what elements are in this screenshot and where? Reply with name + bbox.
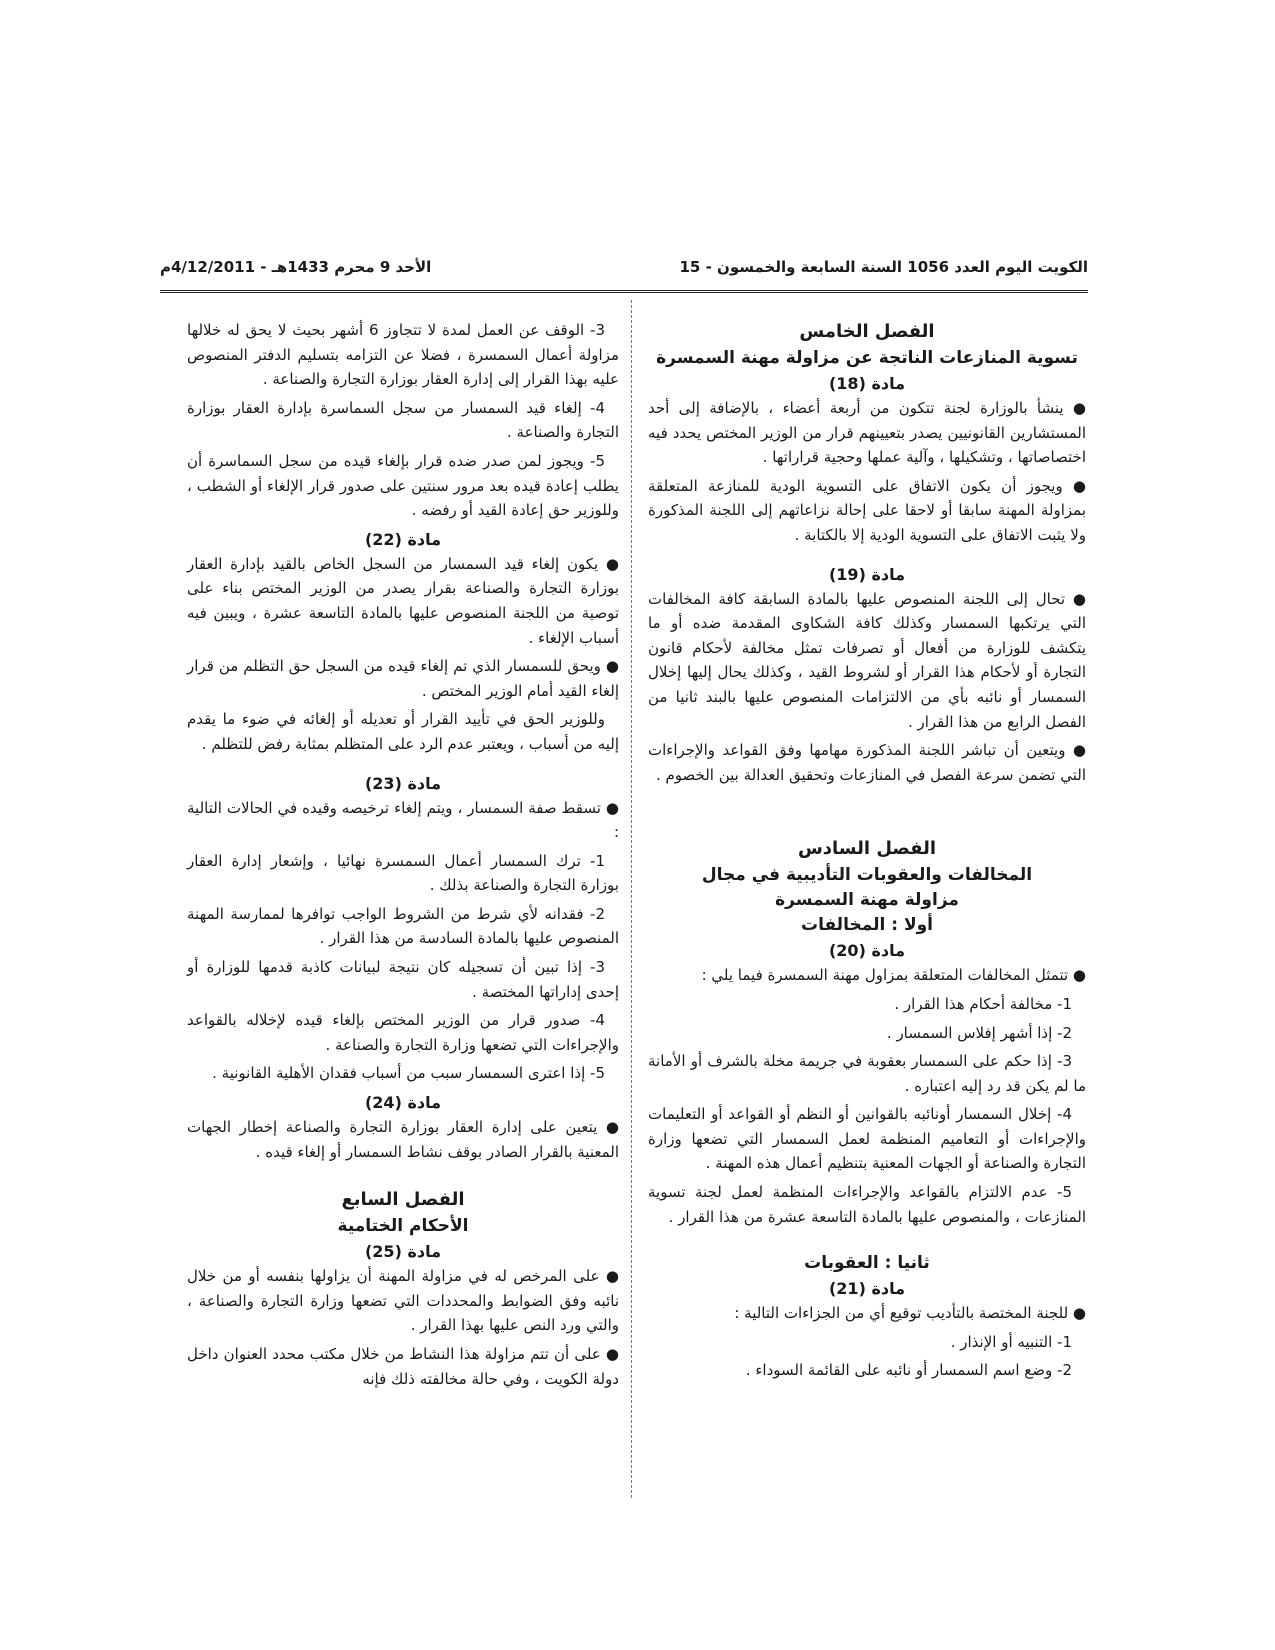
article-20-item-4: 4- إخلال السمسار أونائبه بالقوانين أو النظم أو القواعد أو التعليمات والإجراءات أو التعاميم المنظمة لعمل السمسار التي تضعها وزارة التجارة والصناعة أو الجهات المعنية بتنظيم أعمال هذه المهنة . (648, 1105, 1086, 1173)
article-25-heading: مادة (25) (364, 1242, 442, 1262)
article-19-para-1: ● تحال إلى اللجنة المنصوص عليها بالمادة السابقة كافة المخالفات التي يرتكبها السمسار وكذلك كافة الشكاوى المقدمة ضده أو ما يتكشف للوزارة من أفعال أو تصرفات تمثل مخالفة لأحكام قانون التجارة أو لأحكام هذا القرار أو لشروط القيد ، وكذلك يحال إليها إخلال السمسار أو نائبه بأي من الالتزامات المنصوص عليها بالبند ثانيا من الفصل الرابع من هذا القرار . (648, 589, 1086, 731)
article-21-heading: مادة (21) (828, 1279, 906, 1299)
header-rule (160, 290, 1088, 293)
article-23-item-3: 3- إذا تبين أن تسجيله كان نتيجة لبيانات كاذبة قدمها للوزارة أو إحدى إداراتها المختصة . (187, 958, 619, 1001)
article-22-heading: مادة (22) (364, 529, 442, 549)
article-23-item-1: 1- ترك السمسار أعمال السمسرة نهائيا ، وإشعار إدارة العقار بوزارة التجارة والصناعة بذلك . (187, 851, 619, 895)
article-24-para-1: ● يتعين على إدارة العقار بوزارة التجارة والصناعة إخطار الجهات المعنية بالقرار الصادر بوقف نشاط السمسار أو إلغاء قيده . (187, 1118, 619, 1161)
chapter-6-subtitle-1: المخالفات والعقوبات التأديبية في مجال (701, 865, 1033, 886)
left-column (187, 318, 619, 1395)
article-21-item-4: 4- إلغاء قيد السمسار من سجل السماسرة بإدارة العقار بوزارة التجارة والصناعة . (187, 398, 619, 442)
right-column (648, 318, 1086, 1387)
article-20-item-5: 5- عدم الالتزام بالقواعد والإجراءات المنظمة لعمل لجنة تسوية المنازعات ، والمنصوص عليها بالمادة التاسعة عشرة من هذا القرار . (648, 1183, 1086, 1226)
article-18-para-1: ● ينشأ بالوزارة لجنة تتكون من أربعة أعضاء ، بالإضافة إلى أحد المستشارين القانونيين يصدر بتعيينهم قرار من الوزير المختص يحدد فيه اختصاصاتها ، وتشكيلها ، وآلية عملها وحجية قراراتها . (648, 399, 1086, 467)
article-23-item-4: 4- صدور قرار من الوزير المختص بإلغاء قيده لإخلاله بالقواعد والإجراءات التي تضعها وزارة التجارة والصناعة . (187, 1011, 619, 1054)
article-20-item-3: 3- إذا حكم على السمسار بعقوبة في جريمة مخلة بالشرف أو الأمانة ما لم يكن قد رد إليه اعتباره . (648, 1052, 1086, 1095)
article-23-item-5: 5- إذا اعترى السمسار سبب من أسباب فقدان الأهلية القانونية . (212, 1064, 605, 1083)
article-25-para-1: ● على المرخص له في مزاولة المهنة أن يزاولها بنفسه أو من خلال نائبه وفق الضوابط والمحددات التي تضعها وزارة التجارة والصناعة ، والتي ورد النص عليها بهذا القرار . (187, 1267, 619, 1335)
article-20-heading: مادة (20) (828, 941, 906, 961)
section-penalties-heading: ثانيا : العقوبات (804, 1253, 930, 1274)
chapter-6-title: الفصل السادس (797, 838, 937, 860)
article-22-para-1: ● يكون إلغاء قيد السمسار من السجل الخاص بالقيد بإدارة العقار بوزارة التجارة والصناعة بقرار يصدر من الوزير المختص بناء على توصية من اللجنة المنصوص عليها بالمادة التاسعة عشرة ، ويبين فيه أسباب الإلغاء . (187, 554, 619, 647)
chapter-5-subtitle: تسوية المنازعات الناتجة عن مزاولة مهنة السمسرة (656, 348, 1078, 368)
article-23-heading: مادة (23) (364, 773, 442, 793)
article-19-heading: مادة (19) (828, 564, 906, 584)
article-21-item-2: 2- وضع اسم السمسار أو نائبه على القائمة السوداء . (745, 1361, 1072, 1380)
column-divider (631, 300, 632, 1498)
article-22-para-3: وللوزير الحق في تأييد القرار أو تعديله أو إلغائه في ضوء ما يقدم إليه من أسباب ، ويعتبر عدم الرد على المتظلم بمثابة رفض للتظلم . (187, 710, 619, 753)
article-20-intro: ● تتمثل المخالفات المتعلقة بمزاول مهنة السمسرة فيما يلي : (701, 966, 1086, 985)
article-18-heading: مادة (18) (828, 374, 906, 393)
page-header (160, 254, 1088, 280)
article-21-item-1: 1- التنبيه أو الإنذار . (950, 1332, 1072, 1351)
article-22-para-2: ● ويحق للسمسار الذي تم إلغاء قيده من السجل حق التظلم من قرار إلغاء القيد أمام الوزير المختص . (187, 657, 619, 700)
article-20-item-2: 2- إذا أشهر إفلاس السمسار . (886, 1023, 1072, 1042)
article-21-intro: ● للجنة المختصة بالتأديب توقيع أي من الجزاءات التالية : (734, 1304, 1086, 1323)
article-21-item-3: 3- الوقف عن العمل لمدة لا تتجاوز 6 أشهر بحيث لا يحق له خلالها مزاولة أعمال السمسرة ، فضلا عن التزامه بتسليم الدفتر المنصوص عليه بهذا القرار إلى إدارة العقار بوزارة التجارة والصناعة . (187, 321, 619, 389)
section-violations-heading: أولا : المخالفات (800, 915, 933, 936)
header-issue-info: الكويت اليوم العدد 1056 السنة السابعة والخمسون - 15 (679, 258, 1088, 276)
chapter-7-subtitle: الأحكام الختامية (337, 1216, 469, 1237)
article-19-para-2: ● ويتعين أن تباشر اللجنة المذكورة مهامها وفق القواعد والإجراءات التي تضمن سرعة الفصل في المنازعات وتحقيق العدالة بين الخصوم . (648, 741, 1086, 784)
header-date: الأحد 9 محرم 1433هـ - 4/12/2011م (160, 258, 432, 276)
chapter-7-title: الفصل السابع (341, 1189, 465, 1211)
article-20-item-1: 1- مخالفة أحكام هذا القرار . (894, 994, 1072, 1013)
article-18-para-2: ● ويجوز أن يكون الاتفاق على التسوية الودية للمنازعة المتعلقة بمزاولة المهنة سابقا أو لاحقا على إحالة نزاعاتهم إلى اللجنة المذكورة ولا يثبت الاتفاق على التسوية الودية إلا بالكتابة . (648, 476, 1086, 544)
article-24-heading: مادة (24) (364, 1093, 442, 1113)
chapter-6-subtitle-2: مزاولة مهنة السمسرة (775, 890, 959, 911)
article-25-para-2: ● على أن تتم مزاولة هذا النشاط من خلال مكتب محدد العنوان داخل دولة الكويت ، وفي حالة مخالفته ذلك فإنه (187, 1345, 619, 1388)
article-23-item-2: 2- فقدانه لأي شرط من الشروط الواجب توافرها لممارسة المهنة المنصوص عليها بالمادة السادسة من هذا القرار . (187, 904, 619, 948)
article-23-intro: ● تسقط صفة السمسار ، ويتم إلغاء ترخيصه وقيده في الحالات التالية : (187, 798, 619, 842)
chapter-5-title: الفصل الخامس (799, 321, 935, 342)
article-21-item-5: 5- ويجوز لمن صدر ضده قرار بإلغاء قيده من سجل السماسرة أن يطلب إعادة قيده بعد مرور سنتين على صدور قرار الإلغاء أو الشطب ، وللوزير حق إعادة القيد أو رفضه . (187, 451, 619, 520)
